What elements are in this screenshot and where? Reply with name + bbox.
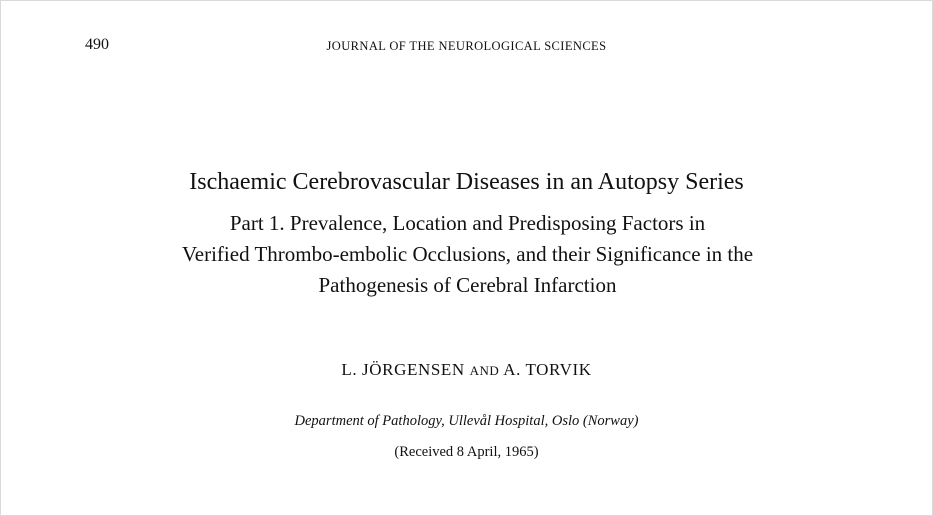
article-subtitle	[41, 208, 894, 301]
author-line	[1, 359, 932, 382]
affiliation: Department of Pathology, Ullevål Hospital, Oslo (Norway)	[294, 413, 639, 429]
page-number: 490	[85, 36, 109, 53]
journal-running-head: JOURNAL OF THE NEUROLOGICAL SCIENCES	[326, 39, 607, 53]
subtitle-line-1: Part 1. Prevalence, Location and Predisposing Factors in	[229, 211, 706, 235]
author-jorgensen: L. JÖRGENSEN	[341, 360, 465, 379]
author-joiner: AND	[469, 363, 500, 378]
article-title: Ischaemic Cerebrovascular Diseases in an Autopsy Series	[189, 169, 744, 195]
author-torvik: A. TORVIK	[503, 360, 592, 379]
subtitle-line-3: Pathogenesis of Cerebral Infarction	[318, 273, 617, 297]
subtitle-line-2: Verified Thrombo-embolic Occlusions, and their Significance in the	[181, 242, 754, 266]
received-date: (Received 8 April, 1965)	[394, 444, 539, 460]
